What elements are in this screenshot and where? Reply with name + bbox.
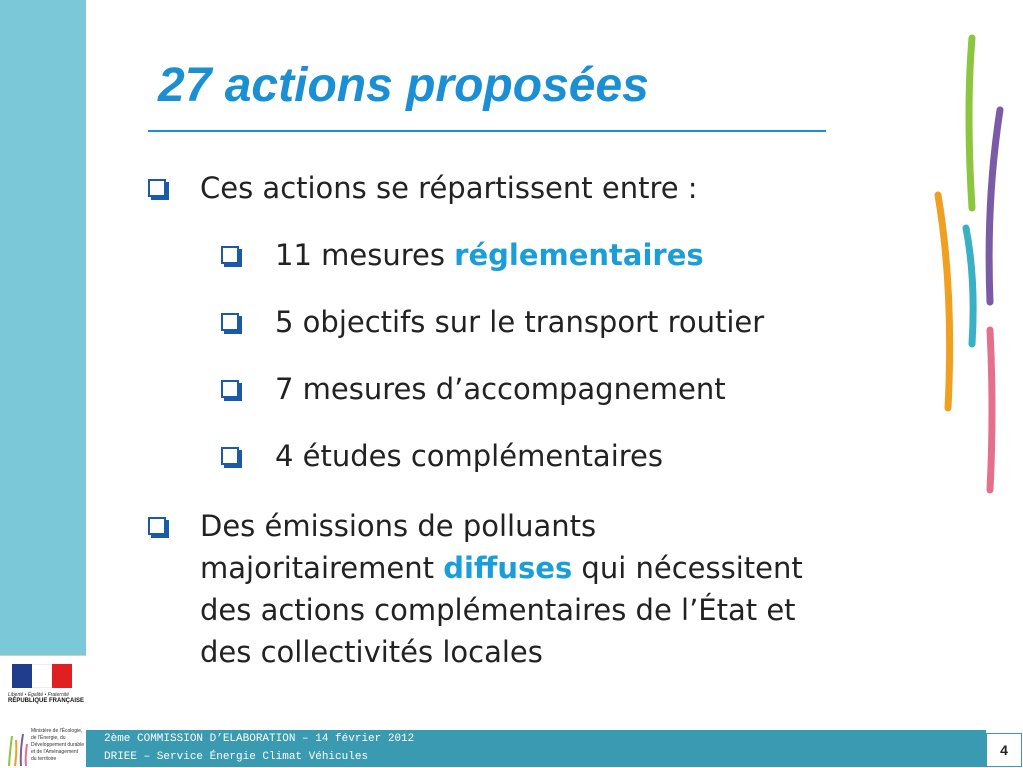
left-decor-curve (0, 0, 82, 700)
bullet-1: Ces actions se répartissent entre : (200, 167, 698, 209)
pink-stroke (990, 330, 992, 490)
sub-bullet-4: 4 études complémentaires (275, 435, 663, 477)
slide-title: 27 actions proposées (158, 59, 649, 112)
flag-icon (12, 664, 74, 688)
orange-stroke (938, 195, 950, 408)
decorative-strokes (920, 30, 1020, 500)
footer-line-1: 2ème COMMISSION D’ELABORATION – 14 février 2012 (104, 733, 415, 745)
title-underline (148, 130, 826, 132)
logo-name: RÉPUBLIQUE FRANÇAISE (8, 698, 85, 704)
checkbox-bullet-icon (221, 246, 239, 264)
green-stroke (969, 38, 972, 208)
logo-motto: Liberté • Égalité • Fraternité (8, 692, 70, 698)
ministry-name: Ministère de l'Écologie, de l'Énergie, du Développement durable et de l'Aménagement du territoire (31, 728, 85, 762)
page-number: 4 (986, 733, 1022, 767)
sub-bullet-2: 5 objectifs sur le transport routier (275, 301, 764, 343)
footer-bar (86, 730, 986, 767)
ministry-lines-icon (6, 730, 28, 766)
purple-stroke (989, 110, 1000, 302)
bullet-2: Des émissions de polluants majoritairement diffuses qui nécessitent des actions complémentaires de l’État et des collectivités locales (200, 505, 803, 673)
checkbox-bullet-icon (148, 517, 166, 535)
teal-stroke (966, 228, 973, 344)
checkbox-bullet-icon (221, 313, 239, 331)
footer-line-2: DRIEE – Service Énergie Climat Véhicules (104, 751, 369, 763)
checkbox-bullet-icon (148, 179, 166, 197)
checkbox-bullet-icon (221, 380, 239, 398)
sub-bullet-1: 11 mesures réglementaires (275, 234, 704, 276)
sub-bullet-3: 7 mesures d’accompagnement (275, 368, 726, 410)
republique-francaise-logo (0, 655, 86, 768)
checkbox-bullet-icon (221, 447, 239, 465)
